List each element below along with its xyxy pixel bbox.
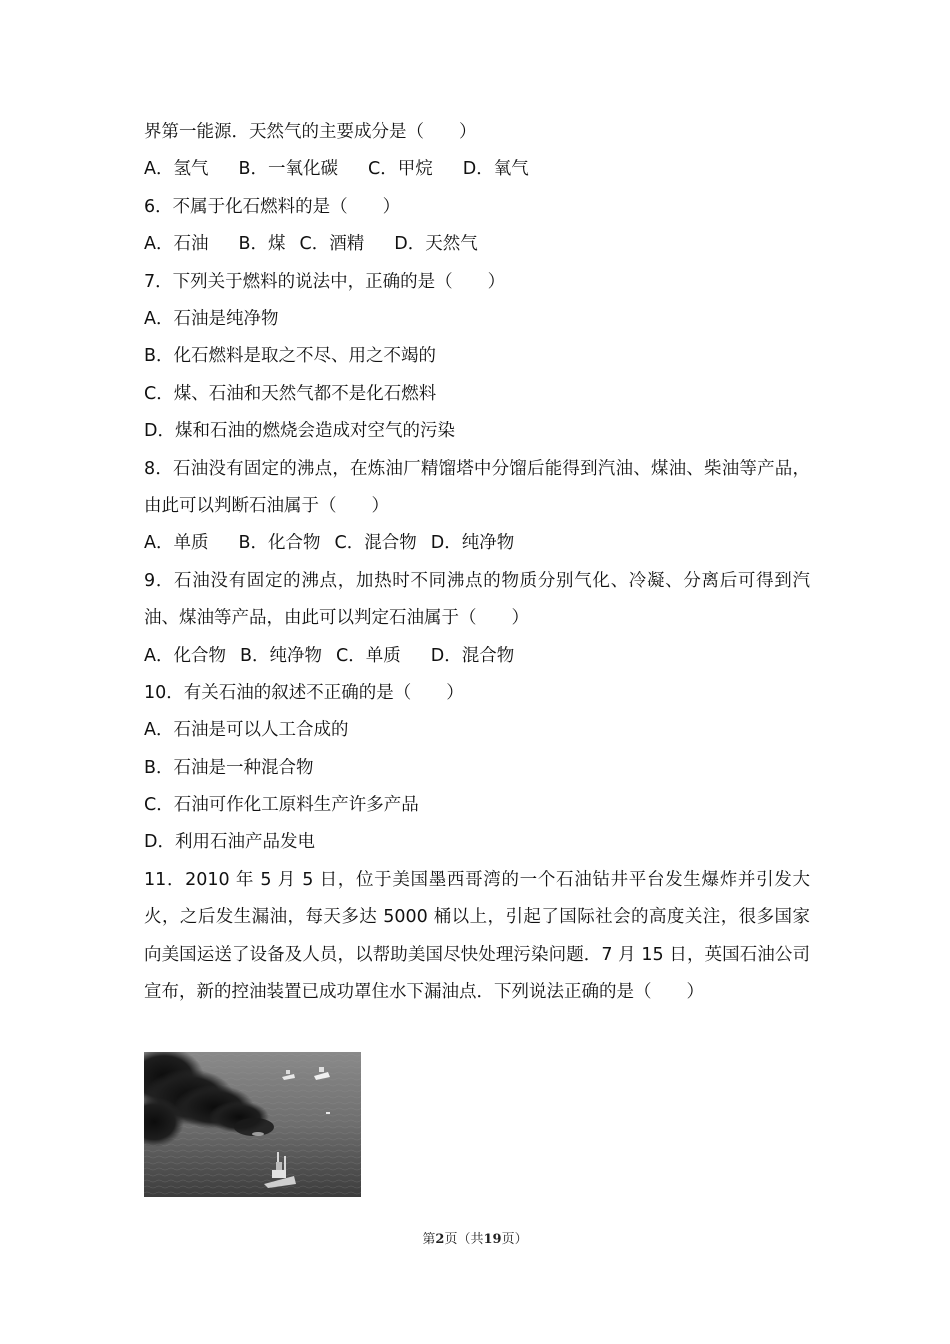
footer-page-number: 2 — [435, 1232, 445, 1247]
q5-stem-continued: 界第一能源．天然气的主要成分是（ ） — [144, 122, 477, 142]
q8-option-a: A．单质 — [144, 533, 209, 554]
q5-options — [144, 151, 810, 188]
q6-option-a: A．石油 — [144, 234, 209, 255]
q7-option-a: A．石油是纯净物 — [144, 308, 279, 329]
q8-option-b: B．化合物 — [238, 533, 321, 554]
q10-option-c: C．石油可作化工原料生产许多产品 — [144, 795, 419, 816]
footer-prefix: 第 — [422, 1232, 436, 1247]
q10-option-d: D．利用石油产品发电 — [144, 832, 315, 853]
q6-option-b: B．煤 — [238, 234, 286, 255]
boat-3 — [326, 1112, 330, 1114]
fire-glow — [252, 1132, 264, 1136]
q9-stem: 9．石油没有固定的沸点，加热时不同沸点的物质分别气化、冷凝、分离后可得到汽油、煤油等产品，由此可以判定石油属于（ ） — [144, 570, 810, 629]
q9-option-c: C．单质 — [336, 645, 401, 666]
footer-suffix: 页） — [501, 1232, 528, 1247]
footer-total-pages: 19 — [483, 1232, 502, 1247]
q5-option-d: D．氧气 — [462, 159, 529, 180]
q9-option-d: D．混合物 — [430, 645, 515, 666]
q8-stem: 8．石油没有固定的沸点，在炼油厂精馏塔中分馏后能得到汽油、煤油、柴油等产品，由此可以判断石油属于（ ） — [144, 458, 810, 516]
q10-stem: 10．有关石油的叙述不正确的是（ ） — [144, 682, 464, 703]
q6-options — [144, 226, 810, 263]
q7-option-b: B．化石燃料是取之不尽、用之不竭的 — [144, 346, 437, 367]
q9-option-a: A．化合物 — [144, 645, 226, 666]
q5-option-c: C．甲烷 — [368, 159, 433, 180]
footer-mid: 页（共 — [444, 1232, 484, 1247]
q5-option-a: A．氢气 — [144, 159, 209, 180]
q7-option-c: C．煤、石油和天然气都不是化石燃料 — [144, 383, 437, 404]
q8-option-c: C．混合物 — [334, 533, 417, 554]
q8-options — [144, 525, 810, 562]
q7-option-d: D．煤和石油的燃烧会造成对空气的污染 — [144, 421, 455, 442]
oil-spill-image — [144, 1052, 361, 1197]
q5-option-b: B．一氧化碳 — [238, 159, 338, 180]
q11-stem: 11．2010 年 5 月 5 日，位于美国墨西哥湾的一个石油钻井平台发生爆炸并引发大火，之后发生漏油，每天多达 5000 桶以上，引起了国际社会的高度关注，很多国家向美国运送了设备及人员，以帮助美国尽快处理污染问题．7 月 15 日，英国石油公司宣布，新的控油装置已成功罩住水下漏油点．下列说法正确的是（ ） — [144, 869, 810, 1003]
q8-option-d: D．纯净物 — [430, 533, 515, 554]
question-list — [144, 114, 810, 1012]
q9-option-b: B．纯净物 — [239, 645, 322, 666]
q7-stem: 7．下列关于燃料的说法中，正确的是（ ） — [144, 271, 506, 292]
q10-option-b: B．石油是一种混合物 — [144, 757, 314, 778]
q10-option-a: A．石油是可以人工合成的 — [144, 720, 349, 741]
q6-stem: 6．不属于化石燃料的是（ ） — [144, 196, 401, 217]
q6-option-c: C．酒精 — [299, 234, 365, 255]
oil-spill-photo — [144, 1052, 361, 1197]
q6-option-d: D．天然气 — [394, 234, 478, 255]
page-footer — [0, 1228, 950, 1247]
q9-options — [144, 638, 810, 675]
